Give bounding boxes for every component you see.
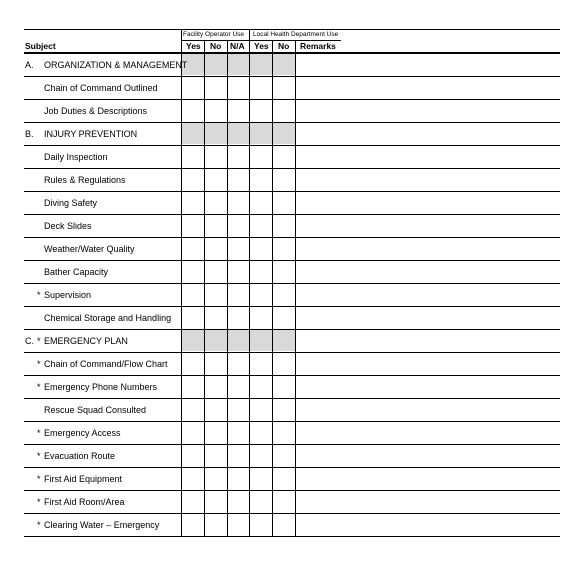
- section-shade-b: [181, 123, 295, 144]
- row-rule: [24, 306, 560, 307]
- col-header-remarks: Remarks: [300, 41, 336, 51]
- col-divider-6: [295, 40, 296, 536]
- row-required-marker: *: [37, 497, 41, 507]
- item-label: Supervision: [44, 290, 92, 300]
- item-label: Deck Slides: [44, 221, 92, 231]
- item-label: Emergency Phone Numbers: [44, 382, 158, 392]
- item-label: Emergency Access: [44, 428, 121, 438]
- row-rule: [24, 513, 560, 514]
- item-label: Diving Safety: [44, 198, 98, 208]
- row-rule: [24, 191, 560, 192]
- row-rule: [24, 237, 560, 238]
- section-shade-a: [181, 54, 295, 75]
- item-label: Job Duties & Descriptions: [44, 106, 148, 116]
- row-required-marker: *: [37, 520, 41, 530]
- row-rule: [24, 352, 560, 353]
- row-rule: [24, 283, 560, 284]
- row-rule: [24, 99, 560, 100]
- row-required-marker: *: [37, 336, 41, 346]
- item-label: Rules & Regulations: [44, 175, 126, 185]
- section-label: INJURY PREVENTION: [44, 129, 138, 139]
- item-label: Daily Inspection: [44, 152, 108, 162]
- row-rule: [24, 444, 560, 445]
- item-label: Chemical Storage and Handling: [44, 313, 172, 323]
- item-label: Clearing Water – Emergency: [44, 520, 160, 530]
- item-label: Chain of Command/Flow Chart: [44, 359, 168, 369]
- row-required-marker: *: [37, 474, 41, 484]
- row-required-marker: *: [37, 359, 41, 369]
- row-rule: [24, 122, 560, 123]
- col-header-no: No: [210, 41, 222, 51]
- group-header-facility: Facility Operator Use: [183, 31, 245, 38]
- subject-header: Subject: [25, 41, 56, 51]
- top-rule: [24, 29, 560, 30]
- col-divider-3: [227, 40, 228, 536]
- row-rule: [24, 329, 560, 330]
- row-letter: B.: [25, 129, 34, 139]
- row-required-marker: *: [37, 451, 41, 461]
- row-rule: [24, 490, 560, 491]
- section-label: ORGANIZATION & MANAGEMENT: [44, 60, 188, 70]
- row-rule: [24, 375, 560, 376]
- item-label: Chain of Command Outlined: [44, 83, 158, 93]
- section-shade-c: [181, 330, 295, 351]
- group-header-health: Local Health Department Use: [253, 31, 339, 38]
- item-label: Weather/Water Quality: [44, 244, 135, 254]
- item-label: Rescue Squad Consulted: [44, 405, 147, 415]
- col-header-yes-2: Yes: [254, 41, 269, 51]
- row-rule: [24, 536, 560, 537]
- row-required-marker: *: [37, 428, 41, 438]
- col-divider-4: [249, 29, 250, 536]
- row-rule: [24, 76, 560, 77]
- item-label: First Aid Equipment: [44, 474, 123, 484]
- row-required-marker: *: [37, 290, 41, 300]
- row-rule: [24, 421, 560, 422]
- row-rule: [24, 260, 560, 261]
- row-rule: [24, 168, 560, 169]
- row-rule: [24, 398, 560, 399]
- col-header-yes: Yes: [186, 41, 201, 51]
- row-rule: [24, 145, 560, 146]
- col-header-no-2: No: [278, 41, 290, 51]
- section-label: EMERGENCY PLAN: [44, 336, 128, 346]
- row-letter: C.: [25, 336, 34, 346]
- col-divider-1: [181, 29, 182, 536]
- row-required-marker: *: [37, 382, 41, 392]
- item-label: Evacuation Route: [44, 451, 116, 461]
- row-letter: A.: [25, 60, 34, 70]
- item-label: Bather Capacity: [44, 267, 109, 277]
- col-divider-2: [204, 40, 205, 536]
- item-label: First Aid Room/Area: [44, 497, 125, 507]
- row-rule: [24, 214, 560, 215]
- row-rule: [24, 467, 560, 468]
- col-header-na: N/A: [230, 41, 245, 51]
- col-divider-5: [272, 40, 273, 536]
